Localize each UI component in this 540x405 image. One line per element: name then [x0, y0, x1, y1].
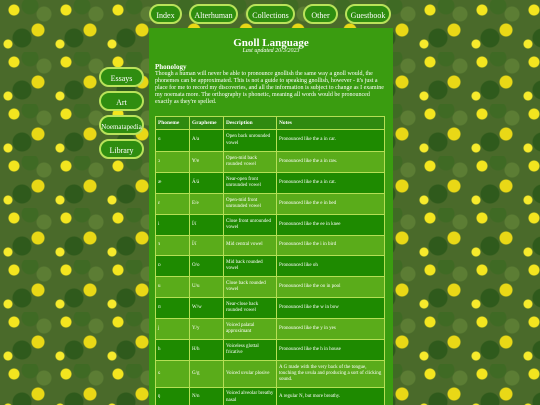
side-library-button[interactable]: Library — [99, 139, 144, 159]
cell-phoneme: ɒ — [156, 256, 189, 276]
nav-other-button[interactable]: Other — [303, 4, 338, 24]
cell-phoneme: u — [156, 277, 189, 297]
cell-notes: Pronounced like the a in car. — [277, 130, 384, 151]
side-essays-button[interactable]: Essays — [99, 67, 144, 87]
cell-notes: Pronounced like the i in bird — [277, 236, 384, 255]
cell-grapheme: Ɐ/ɐ — [190, 152, 223, 172]
cell-grapheme: E/e — [190, 194, 223, 214]
table-row — [156, 194, 384, 214]
cell-notes: A G made with the very back of the tongue, touching the uvula and producing a sort of clicking sound. — [277, 361, 384, 387]
nav-collections-button[interactable]: Collections — [246, 4, 295, 24]
cell-grapheme: Ä/ä — [190, 173, 223, 193]
cell-description: Open back unrounded vowel — [224, 130, 276, 151]
page-title: Gnoll Language — [233, 37, 309, 49]
cell-phoneme: ɛ — [156, 194, 189, 214]
cell-grapheme: W/w — [190, 298, 223, 318]
cell-notes: Pronounced like the a in cat. — [277, 173, 384, 193]
cell-notes: Pronounced like the e in bed — [277, 194, 384, 214]
column-header-description: Description — [224, 117, 276, 129]
cell-description: Open-mid back rounded vowel — [224, 152, 276, 172]
phoneme-table — [155, 116, 385, 405]
cell-description: Voiceless glottal fricative — [224, 340, 276, 360]
cell-description: Near-close back rounded vowel — [224, 298, 276, 318]
nav-index-button[interactable]: Index — [149, 4, 182, 24]
table-row — [156, 152, 384, 172]
table-row — [156, 298, 384, 318]
table-row — [156, 173, 384, 193]
last-updated: Last updated 20/3/2023 — [242, 48, 300, 54]
content-panel — [149, 28, 393, 405]
table-row — [156, 277, 384, 297]
cell-grapheme: Y/y — [190, 319, 223, 339]
table-row — [156, 319, 384, 339]
cell-description: Mid central vowel — [224, 236, 276, 255]
cell-grapheme: N/n — [190, 388, 223, 405]
cell-phoneme: æ — [156, 173, 189, 193]
cell-notes: A regular N, but more breathy. — [277, 388, 384, 405]
side-art-button[interactable]: Art — [99, 91, 144, 111]
cell-grapheme: Ï/ï — [190, 236, 223, 255]
table-row — [156, 130, 384, 151]
table-row — [156, 256, 384, 276]
column-header-grapheme: Grapheme — [190, 117, 223, 129]
cell-phoneme: ʊ — [156, 298, 189, 318]
cell-phoneme: ŋ — [156, 388, 189, 405]
cell-phoneme: ɑ — [156, 130, 189, 151]
cell-description: Voiced uvular plosive — [224, 361, 276, 387]
cell-phoneme: i — [156, 215, 189, 235]
cell-description: Close front unrounded vowel — [224, 215, 276, 235]
cell-description: Open-mid front unrounded vowel — [224, 194, 276, 214]
table-row — [156, 215, 384, 235]
side-noematapedia-button[interactable]: Noematapedia — [99, 115, 144, 135]
nav-alterhuman-button[interactable]: Alterhuman — [189, 4, 238, 24]
cell-grapheme: A/a — [190, 130, 223, 151]
cell-grapheme: O/o — [190, 256, 223, 276]
cell-notes: Pronounced like oh — [277, 256, 384, 276]
table-row — [156, 388, 384, 405]
cell-description: Voiced palatal approximant — [224, 319, 276, 339]
cell-notes: Pronounced like the h in house — [277, 340, 384, 360]
cell-phoneme: ɢ — [156, 361, 189, 387]
cell-grapheme: H/h — [190, 340, 223, 360]
cell-grapheme: U/u — [190, 277, 223, 297]
cell-grapheme: G/g — [190, 361, 223, 387]
cell-notes: Pronounced like the y in yes — [277, 319, 384, 339]
section-heading: Phonology — [155, 63, 187, 71]
cell-phoneme: h — [156, 340, 189, 360]
intro-paragraph: Though a human will never be able to pronounce gnollish the same way a gnoll would, the phonemes can be approximated. This is not a guide to speaking gnollish, however - it's just a place for me to record my discoveries, and all the information is subject to change as I examine my noemata more. The orthography is phonetic, meaning all words would be pronounced exactly as they're spelled. — [155, 71, 384, 105]
cell-phoneme: j — [156, 319, 189, 339]
cell-description: Close back rounded vowel — [224, 277, 276, 297]
column-header-phoneme: Phoneme — [156, 117, 189, 129]
table-body — [156, 130, 384, 405]
cell-notes: Pronounced like the a in raw. — [277, 152, 384, 172]
cell-notes: Pronounced like the oo in pool — [277, 277, 384, 297]
table-row — [156, 361, 384, 387]
cell-phoneme: ɜ — [156, 236, 189, 255]
nav-guestbook-button[interactable]: Guestbook — [345, 4, 391, 24]
cell-description: Mid back rounded vowel — [224, 256, 276, 276]
cell-grapheme: Í/í — [190, 215, 223, 235]
cell-phoneme: ɔ — [156, 152, 189, 172]
cell-description: Near-open front unrounded vowel — [224, 173, 276, 193]
column-header-notes: Notes — [277, 117, 384, 129]
cell-description: Voiced alveolar breathy nasal — [224, 388, 276, 405]
cell-notes: Pronounced like the ee in knee — [277, 215, 384, 235]
table-row — [156, 340, 384, 360]
cell-notes: Pronounced like the w in bow — [277, 298, 384, 318]
table-row — [156, 236, 384, 255]
